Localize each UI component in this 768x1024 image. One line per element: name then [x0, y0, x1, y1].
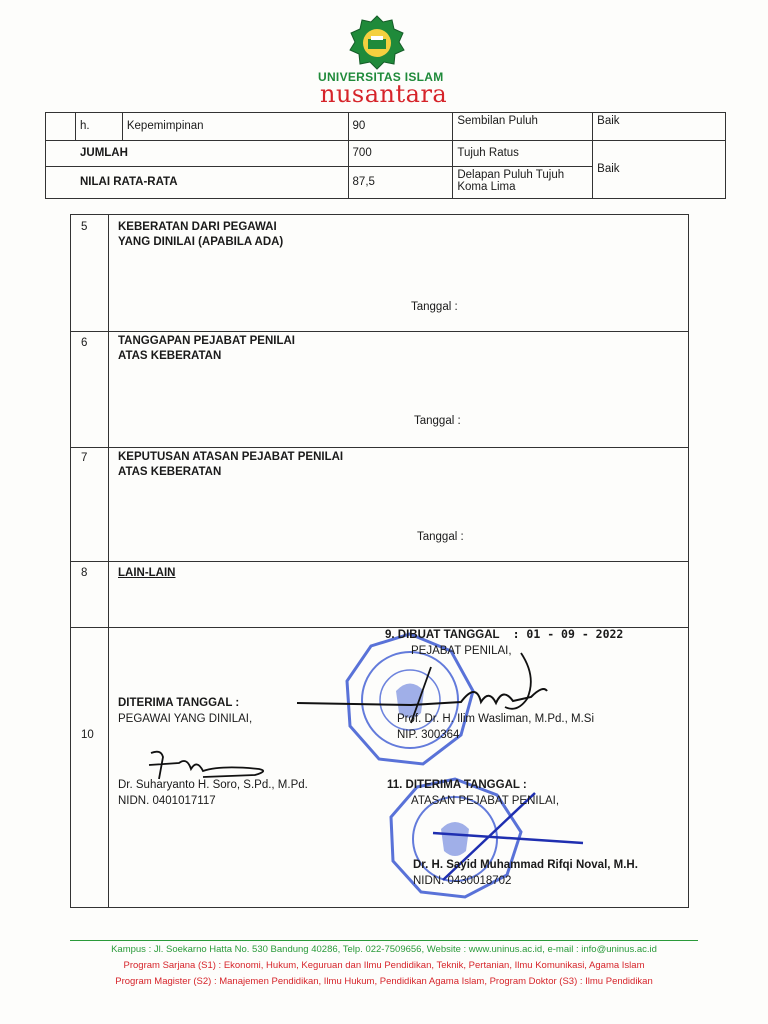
footer-address: Kampus : Jl. Soekarno Hatta No. 530 Bandung 40286, Telp. 022-7509656, Website : www.uninus.ac.id, e-mail : info@uninus.ac.id	[111, 944, 657, 955]
section-title-line2: YANG DINILAI (APABILA ADA)	[118, 236, 284, 248]
average-words: Delapan Puluh Tujuh Koma Lima	[453, 167, 593, 199]
section-title	[118, 220, 283, 250]
table-row	[46, 113, 726, 141]
employee-nidn: NIDN. 0401017117	[118, 795, 216, 807]
brand-nusantara: nusantara	[320, 80, 448, 108]
section-5	[71, 215, 688, 332]
number-cell	[71, 331, 109, 447]
date-label: Tanggal :	[414, 415, 461, 427]
section-7	[71, 447, 688, 562]
section-number: 7	[81, 452, 88, 464]
summary-grade: Baik	[593, 141, 726, 199]
section-6	[71, 331, 688, 448]
made-date	[385, 626, 623, 643]
section-number: 5	[81, 221, 88, 233]
total-score: 700	[348, 141, 453, 167]
date-label: Tanggal :	[417, 531, 464, 543]
university-emblem-icon	[348, 14, 406, 70]
objection-form	[70, 214, 689, 908]
total-label: JUMLAH	[46, 141, 349, 167]
grades-table	[45, 112, 726, 199]
employee-title: PEGAWAI YANG DINILAI,	[118, 713, 253, 725]
assessor-nip: NIP. 300364	[397, 729, 460, 741]
footer-programs-s2-s3: Program Magister (S2) : Manajemen Pendidikan, Ilmu Hukum, Pendidikan Agama Islam, Program Doktor (S3) : Ilmu Pendidikan	[115, 976, 653, 987]
section-title-line1: KEPUTUSAN ATASAN PEJABAT PENILAI	[118, 451, 344, 463]
made-date-value: : 01 - 09 - 2022	[512, 627, 624, 641]
section-title-line2: ATAS KEBERATAN	[118, 350, 222, 362]
supervisor-title: ATASAN PEJABAT PENILAI,	[411, 795, 560, 807]
row-letter: h.	[75, 113, 122, 141]
number-cell	[71, 215, 109, 331]
section-number: 6	[81, 337, 88, 349]
section-title-line1: KEBERATAN DARI PEGAWAI	[118, 221, 277, 233]
brand-university-islam: UNIVERSITAS ISLAM	[318, 70, 444, 84]
footer-divider	[70, 940, 698, 941]
score-words: Sembilan Puluh	[453, 113, 593, 141]
footer-programs-s1: Program Sarjana (S1) : Ekonomi, Hukum, Keguruan dan Ilmu Pendidikan, Teknik, Pertanian, Ilmu Komunikasi, Agama Islam	[123, 960, 645, 971]
section-title-line2: ATAS KEBERATAN	[118, 466, 222, 478]
number-cell	[71, 627, 109, 907]
received2-label: 11. DITERIMA TANGGAL :	[387, 779, 527, 791]
average-score: 87,5	[348, 167, 453, 199]
average-label: NILAI RATA-RATA	[46, 167, 349, 199]
row-spacer	[46, 113, 76, 141]
section-title	[118, 334, 295, 364]
score-value: 90	[348, 113, 453, 141]
section-8	[71, 561, 688, 628]
number-cell	[71, 561, 109, 627]
total-words: Tujuh Ratus	[453, 141, 593, 167]
section-title	[118, 450, 343, 480]
section-number: 10	[81, 729, 94, 741]
made-date-label: 9. DIBUAT TANGGAL	[385, 629, 500, 641]
number-cell	[71, 447, 109, 561]
supervisor-nidn: NIDN. 0430018702	[413, 875, 512, 887]
section-number: 8	[81, 567, 88, 579]
grade-value: Baik	[593, 113, 726, 141]
section-title: LAIN-LAIN	[118, 567, 176, 579]
table-row	[46, 141, 726, 167]
assessor-title: PEJABAT PENILAI,	[411, 645, 512, 657]
supervisor-name: Dr. H. Sayid Muhammad Rifqi Noval, M.H.	[413, 859, 638, 871]
date-label: Tanggal :	[411, 301, 458, 313]
aspect-label: Kepemimpinan	[122, 113, 348, 141]
section-title-line1: TANGGAPAN PEJABAT PENILAI	[118, 335, 295, 347]
employee-name: Dr. Suharyanto H. Soro, S.Pd., M.Pd.	[118, 779, 308, 791]
received-label: DITERIMA TANGGAL :	[118, 697, 240, 709]
assessor-name: Prof. Dr. H. Ilim Wasliman, M.Pd., M.Si	[397, 713, 595, 725]
section-10	[71, 627, 688, 907]
